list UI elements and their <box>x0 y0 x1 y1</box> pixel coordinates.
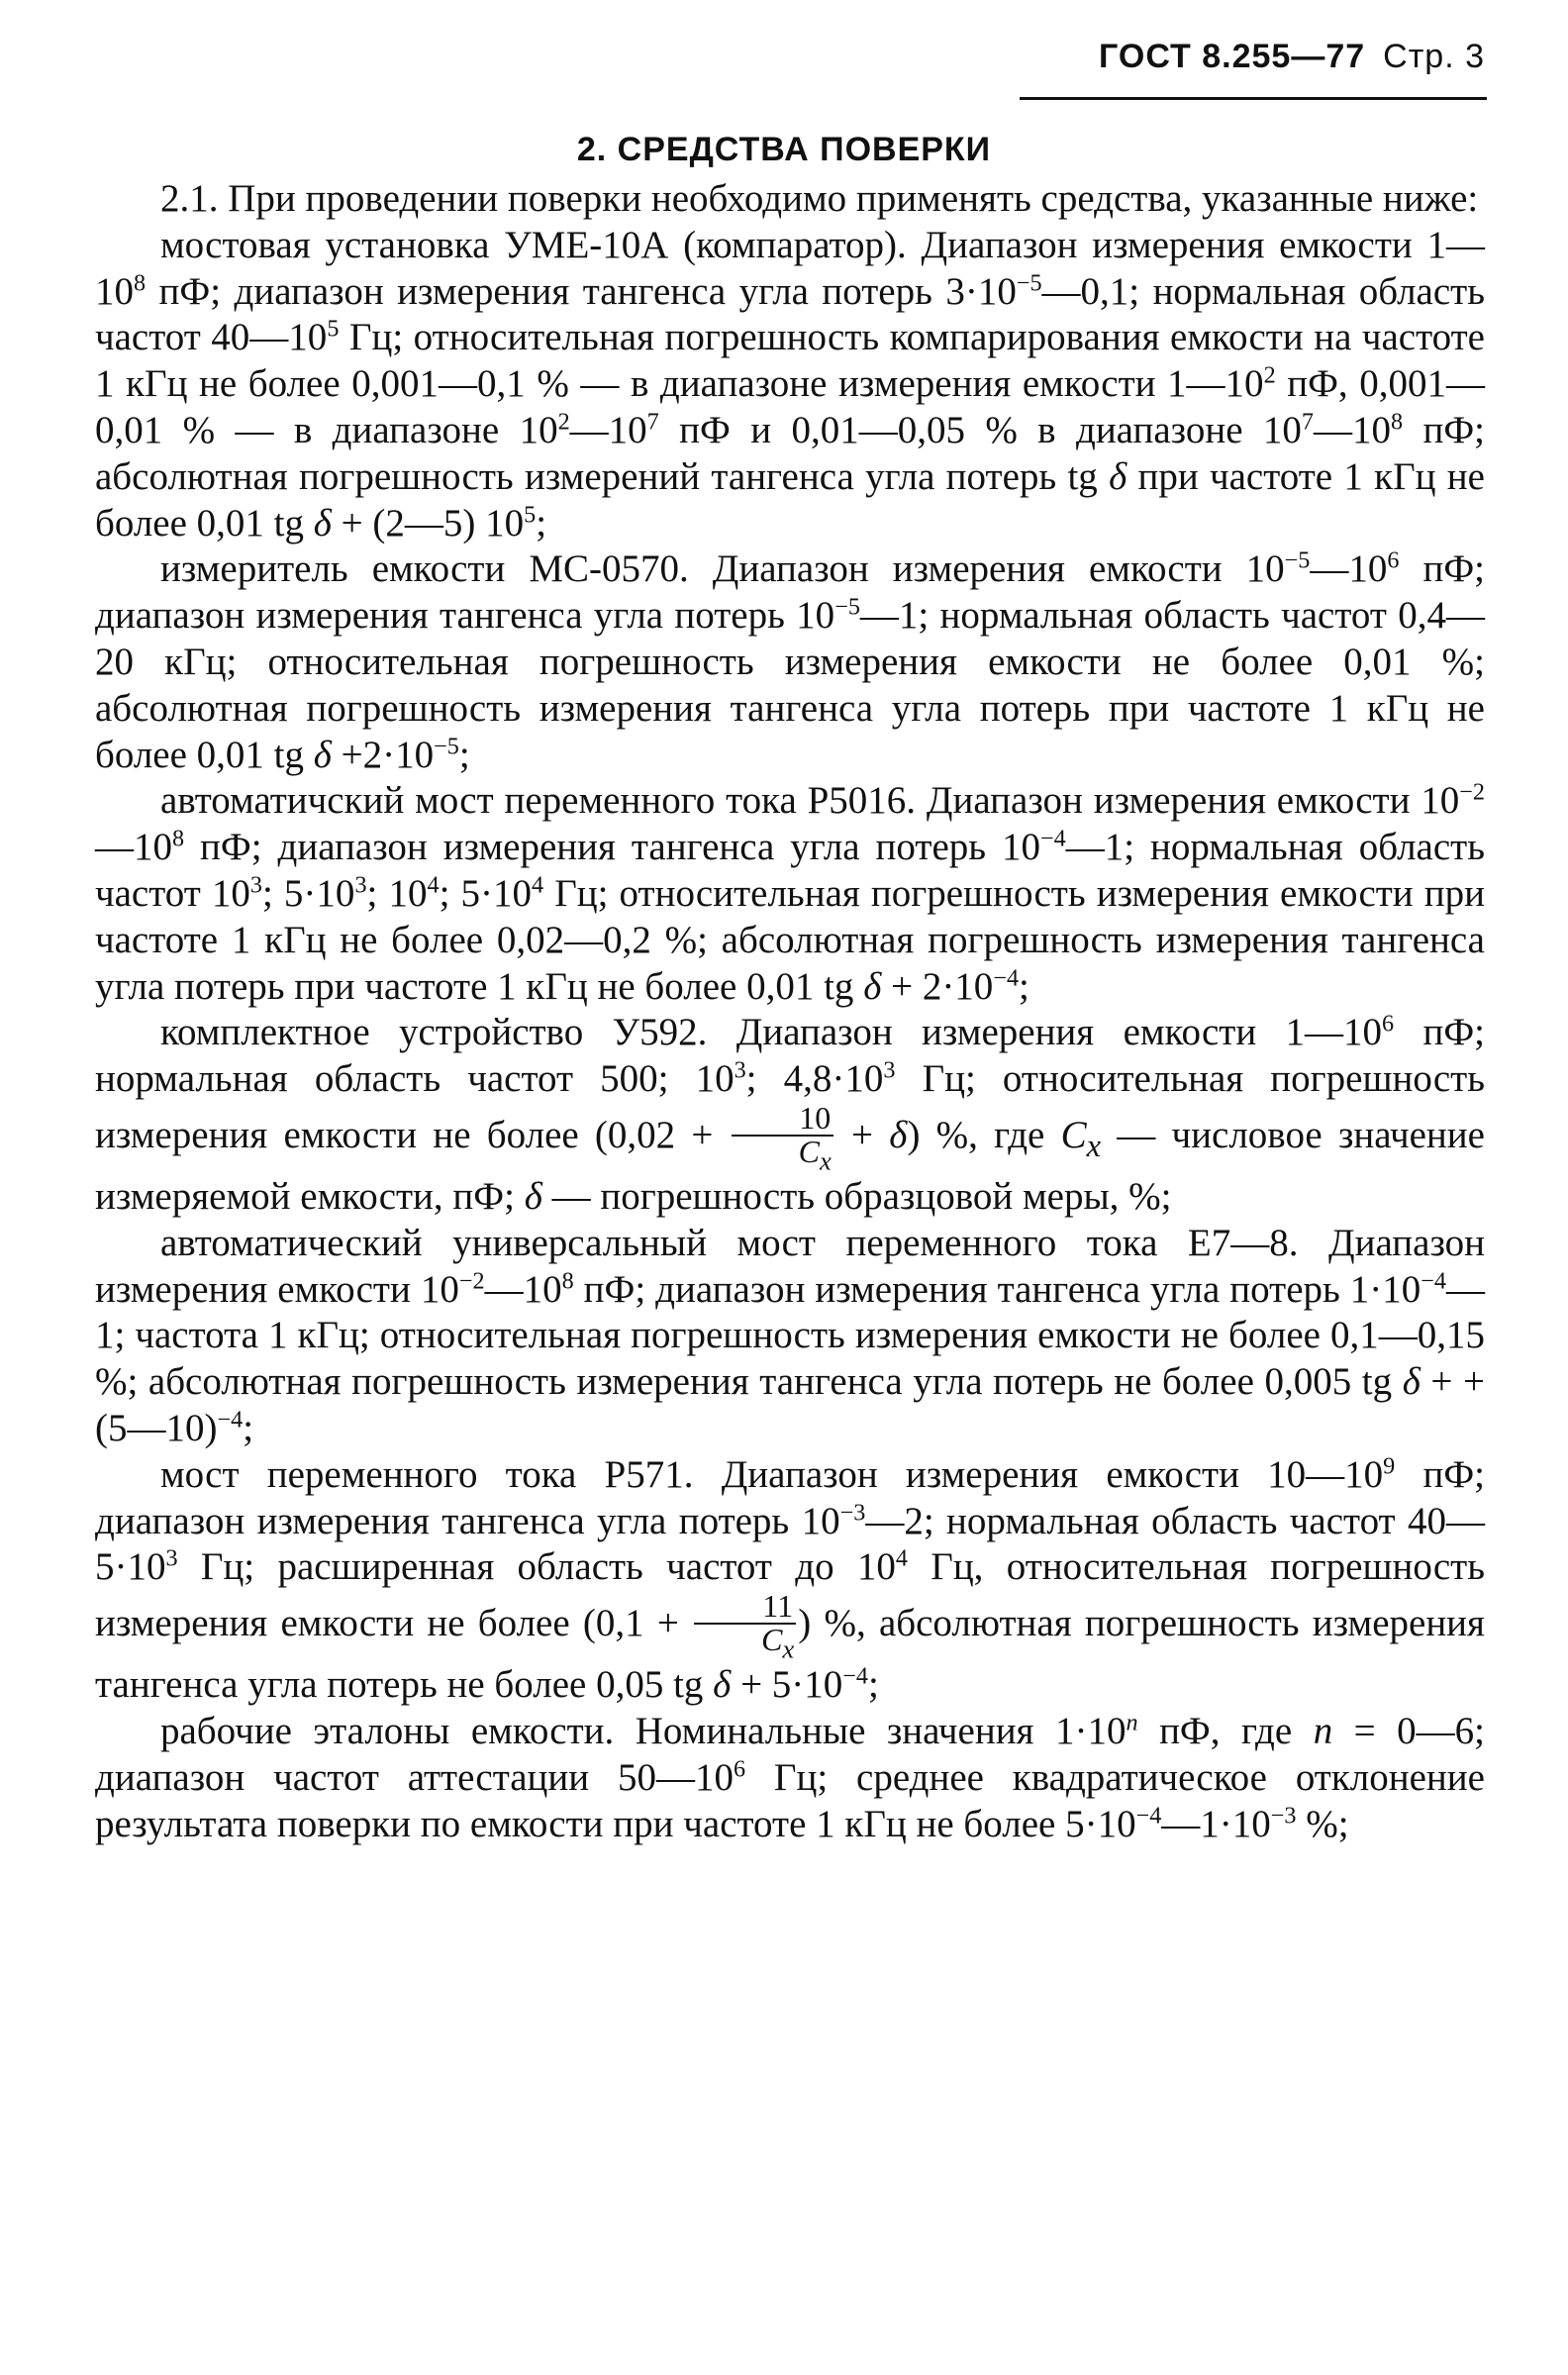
document-code: ГОСТ 8.255—77 <box>1099 38 1366 75</box>
paragraph-r5016: автоматичский мост переменного тока Р5016. Диапазон измерения емкости $10^{-2}—10^8$ пФ; диапазон измерения тангенса угла потерь $10^{-4}—1$; нормальная область частот $10^3$; $5\cdot 10^3$; $10^4$; $5\cdot 10^4$ Гц; относительная погрешность измерения емкости при частоте 1 кГц не более 0,02—0,2 %; абсолютная погрешность измерения тангенса угла потерь при частоте 1 кГц не более 0,01 tg $\delta + 2\cdot 10^{-4}$; <box>95 779 1486 1008</box>
paragraph-e7-8: автоматический универсальный мост переменного тока Е7—8. Диапазон измерения емкости $10^{-2}—10^8$ пФ; диапазон измерения тангенса угла потерь $1\cdot 10^{-4}—1$; частота 1 кГц; относительная погрешность измерения емкости не более 0,1—0,15 %; абсолютная погрешность измерения тангенса угла потерь не более 0,005 tg δ + + (5—10)$^{-4}$; <box>95 1221 1485 1449</box>
paragraph-mc-0570: измеритель емкости МС-0570. Диапазон измерения емкости $10^{-5}—10^6$ пФ; диапазон измерения тангенса угла потерь $10^{-5}—1$; нормальная область частот 0,4—20 кГц; относительная погрешность измерения емкости не более 0,01 %; абсолютная погрешность измерения тангенса угла потерь при частоте 1 кГц не более 0,01 tg $\delta +2\cdot 10^{-5}$; <box>95 547 1485 776</box>
paragraph-capacitance-standards: рабочие эталоны емкости. Номинальные значения $1\cdot 10^n$ пФ, где n = 0—6; диапазон частот аттестации $50—10^6$ Гц; среднее квадратическое отклонение результата поверки по емкости при частоте 1 кГц не более $5\cdot 10^{-4}—1\cdot 10^{-3}$ %; <box>95 1709 1485 1845</box>
paragraph-r571: мост переменного тока Р571. Диапазон измерения емкости $10—10^9$ пФ; диапазон измерения тангенса угла потерь $10^{-3}—2$; нормальная область частот $40—5\cdot 10^3$ Гц; расширенная область частот до $10^4$ Гц, относительная погрешность измерения емкости не более (0,1 + $\frac{11}{C_x}$ ) %, абсолютная погрешность измерения тангенса угла потерь не более 0,05 tg $\delta + 5\cdot 10^{-4}$; <box>95 1452 1485 1707</box>
paragraph-ume-10a: мостовая установка УМЕ-10А (компаратор). Диапазон измерения емкости $1—10^8$ пФ; диапазон измерения тангенса угла потерь $3\cdot 10^{-5}—0,1$; нормальная область частот $40—10^5$ Гц; относительная погрешность компарирования емкости на частоте 1 кГц не более 0,001—0,1 % — в диапазоне измерения емкости $1—10^2$ пФ, 0,001—0,01 % — в диапазоне $10^2—10^7$ пФ и 0,01—0,05 % в диапазоне $10^7—10^8$ пФ; абсолютная погрешность измерений тангенса угла потерь tg δ при частоте 1 кГц не более 0,01 tg δ + (2—5) $10^5$; <box>95 223 1485 544</box>
paragraph-u592: комплектное устройство У592. Диапазон измерения емкости $1—10^6$ пФ; нормальная область частот 500; $10^3$; $4,8\cdot 10^3$ Гц; относительная погрешность измерения емкости не более (0,02 + $\frac{10}{C_x}$ + δ) %, где $C_x$ — числовое значение измеряемой емкости, пФ; δ — погрешность образцовой меры, %; <box>95 1011 1485 1218</box>
paragraph-intro: 2.1. При проведении поверки необходимо применять средства, указанные ниже: <box>160 177 1479 220</box>
section-title: 2. СРЕДСТВА ПОВЕРКИ <box>576 131 992 168</box>
page-number: Стр. 3 <box>1383 38 1485 75</box>
document-body <box>95 176 1485 1847</box>
header-rule <box>1020 97 1487 100</box>
page-header <box>95 38 1485 76</box>
